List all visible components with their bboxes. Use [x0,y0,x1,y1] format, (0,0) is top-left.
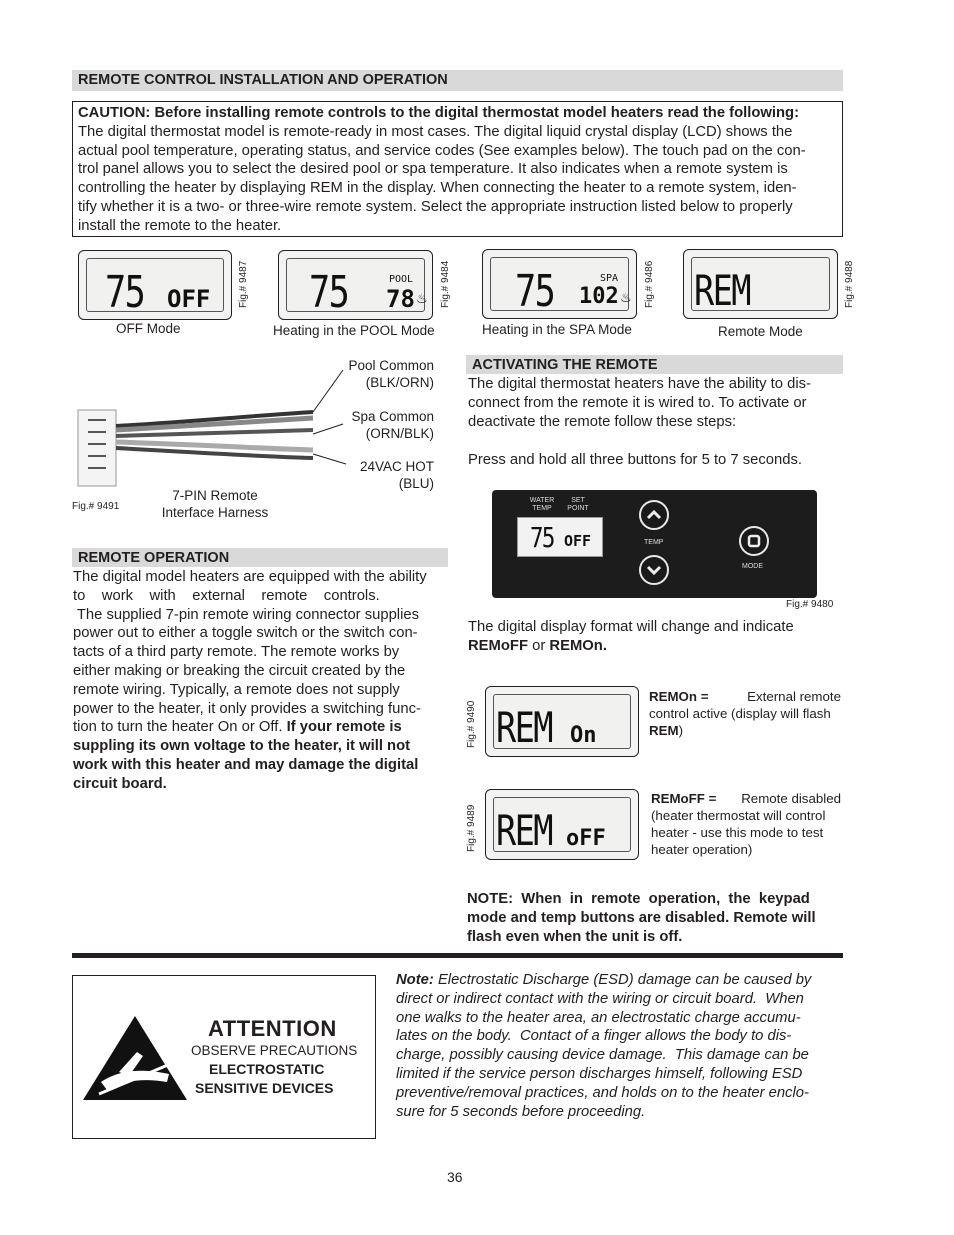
text-line: heater - use this mode to test [651,825,824,840]
warning-line: work with this heater and may damage the digital [73,756,419,773]
format-change-text [468,618,843,656]
figure-number: Fig.# 9480 [786,599,834,610]
text-line [468,637,843,656]
text-line [649,688,841,705]
text-line: The digital thermostat heaters have the ability to dis- [468,376,811,392]
note-line: preventive/removal practices, and holds on to the heater enclo- [396,1084,809,1101]
mode-button[interactable] [739,526,769,556]
wire-color: (BLK/ORN) [365,375,434,390]
lcd-small-text: OFF [564,532,592,550]
water-temp-label [522,497,562,513]
section-header [72,70,843,91]
lcd-big-digits: REM [694,266,750,315]
lcd-remoff [485,789,639,860]
text-span: External remote [747,689,841,704]
press-instruction: Press and hold all three buttons for 5 to 7 seconds. [468,452,802,469]
section-divider [72,953,843,958]
lcd-off-mode [78,250,232,320]
caution-line: controlling the heater by displaying REM in the display. When connecting the heater to a remote system, iden- [78,180,797,197]
note-line: limited if the service person discharges himself, following ESD [396,1065,803,1082]
figure-number: Fig.# 9486 [644,260,655,308]
section-title: REMOTE CONTROL INSTALLATION AND OPERATION [78,72,448,88]
esd-warning-icon [79,1012,191,1104]
text-line: to work with external remote controls. [73,587,380,604]
warning-bold: If your remote is [286,719,402,736]
display-caption: Heating in the SPA Mode [482,322,632,337]
text-span: tion to turn the heater On or Off. [73,719,283,736]
note-line: flash even when the unit is off. [467,928,683,945]
format-bold: REMoFF [468,637,528,654]
lcd-small-text: OFF [167,285,211,313]
text-line [649,722,841,739]
display-caption: Remote Mode [718,324,803,339]
text-line [651,790,841,807]
equals-sign: = [697,689,709,704]
attention-line: SENSITIVE DEVICES [195,1080,334,1096]
set-point-label [560,497,596,513]
wire-label-spa [330,408,434,442]
lcd-small-text: 78 [386,285,415,313]
figure-number: Fig.# 9489 [466,804,477,852]
lcd-big-digits: 75 [309,267,349,318]
equals-sign: = [704,791,717,806]
warning-line: suppling its own voltage to the heater, it will not [73,738,411,755]
note-line: charge, possibly causing device damage. This damage can be [396,1047,809,1064]
attention-line: OBSERVE PRECAUTIONS [191,1043,358,1058]
note-line: one walks to the heater area, an electrostatic charge accumu- [396,1009,801,1026]
lcd-spa-mode [482,249,637,319]
caution-line: actual pool temperature, operating status, and service codes (See examples below). The touch pad on the con- [78,142,806,159]
control-panel [492,490,817,598]
harness-caption-line: Interface Harness [161,505,269,520]
label-line: TEMP [532,505,552,512]
lcd-small-text: oFF [566,826,606,851]
label-line: SET [571,497,585,504]
text-line: (heater thermostat will control [651,808,826,823]
remon-description [649,688,841,739]
text-line: connect from the remote it is wired to. To activate or [468,394,807,411]
text-line: The digital model heaters are equipped with the ability [73,569,427,585]
lcd-big-digits: 75 [530,521,554,554]
wire-name: 24VAC HOT [359,459,434,474]
lcd-small-text: 102 [579,284,619,309]
harness-caption-line: 7-PIN Remote [172,488,258,503]
keypad-note [467,890,842,946]
lcd-big-digits: REM [496,703,552,752]
text-line: heater operation) [651,842,753,857]
lcd-mode-tag: SPA [600,273,619,284]
wire-color: (ORN/BLK) [365,426,434,441]
rem-bold: REM [649,723,679,738]
lcd-small-text: On [570,723,597,748]
note-line: NOTE: When in remote operation, the keypad [467,891,810,907]
wire-color: (BLU) [398,476,434,491]
lcd-mode-tag: POOL [389,274,414,285]
text-line: power out to either a toggle switch or the switch con- [73,625,418,642]
note-label: Note: [396,972,434,988]
text-line: The supplied 7-pin remote wiring connector supplies [73,606,420,623]
lcd-remon [485,686,639,757]
chevron-up-icon [641,502,667,528]
activating-text [468,375,842,470]
caution-line: The digital thermostat model is remote-ready in most cases. The digital liquid crystal display (LCD) shows the [78,123,793,140]
activating-header [466,355,843,374]
text-span: ) [678,723,683,738]
warning-line: circuit board. [73,775,167,792]
lcd-big-digits: REM [496,806,552,855]
figure-number: Fig.# 9484 [440,260,451,308]
note-line [396,971,843,990]
text-line: power to the heater, it only provides a switching func- [73,700,421,717]
caution-heading: CAUTION: Before installing remote controls to the digital thermostat model heaters read the following: [78,105,800,121]
label-line: POINT [567,505,589,512]
lcd-big-digits: 75 [515,266,555,317]
remote-operation-header [72,548,448,567]
remote-operation-title: REMOTE OPERATION [78,550,230,566]
attention-line: ELECTROSTATIC [209,1061,325,1077]
esd-note [396,971,843,1121]
text-line: tacts of a third party remote. The remote works by [73,644,400,661]
wire-name: Spa Common [351,409,434,424]
note-line: mode and temp buttons are disabled. Remote will [467,909,816,926]
label-line: WATER [529,497,555,504]
remote-operation-text [73,568,447,794]
text-line: deactivate the remote follow these steps: [468,413,737,430]
remoff-key: REMoFF [651,791,705,806]
caution-line: tify whether it is a two- or three-wire remote system. Select the appropriate instruction listed below to properly [78,198,793,215]
harness-caption [150,487,280,521]
format-bold: REMOn. [549,637,607,654]
flame-icon: ♨ [417,288,427,307]
text-span: or [528,637,550,654]
attention-title: ATTENTION [208,1016,337,1041]
mode-label: MODE [742,563,763,570]
chevron-down-icon [641,557,667,583]
remoff-description [651,790,841,858]
text-line: control active (display will flash [649,706,831,721]
text-line [73,718,447,737]
wire-label-hot [330,458,434,492]
wire-label-pool [330,357,434,391]
lcd-remote-mode [683,249,838,319]
figure-number: Fig.# 9487 [238,260,249,308]
lcd-pool-mode [278,250,433,320]
flame-icon: ♨ [621,287,631,306]
text-line: The digital display format will change and indicate [468,619,794,635]
text-line: remote wiring. Typically, a remote does not supply [73,681,400,698]
display-caption: Heating in the POOL Mode [273,323,435,338]
caution-line: trol panel allows you to select the desired pool or spa temperature. It also indicates when a remote system is [78,161,788,178]
panel-lcd [517,517,603,557]
text-span: Remote disabled [741,791,841,806]
note-line: sure for 5 seconds before proceeding. [396,1103,646,1120]
temp-down-button[interactable] [639,555,669,585]
display-caption: OFF Mode [116,321,181,336]
esd-attention-box [72,975,376,1139]
figure-number: Fig.# 9490 [466,700,477,748]
figure-number: Fig.# 9491 [72,501,120,512]
activating-title: ACTIVATING THE REMOTE [472,357,658,373]
figure-number: Fig.# 9488 [844,260,855,308]
mode-icon [741,528,767,554]
temp-label: TEMP [644,539,664,546]
caution-line: install the remote to the heater. [78,217,282,234]
caution-box [72,101,843,237]
lcd-big-digits: 75 [105,267,145,318]
page-number: 36 [447,1169,463,1185]
note-line: lates on the body. Contact of a finger allows the body to dis- [396,1028,792,1045]
note-line: direct or indirect contact with the wiring or circuit board. When [396,990,804,1007]
temp-up-button[interactable] [639,500,669,530]
remon-key: REMOn [649,689,698,704]
wire-harness-illustration [68,360,348,500]
text-line: either making or breaking the circuit created by the [73,662,406,679]
text-span: Electrostatic Discharge (ESD) damage can be caused by [437,972,812,988]
wire-name: Pool Common [348,358,434,373]
